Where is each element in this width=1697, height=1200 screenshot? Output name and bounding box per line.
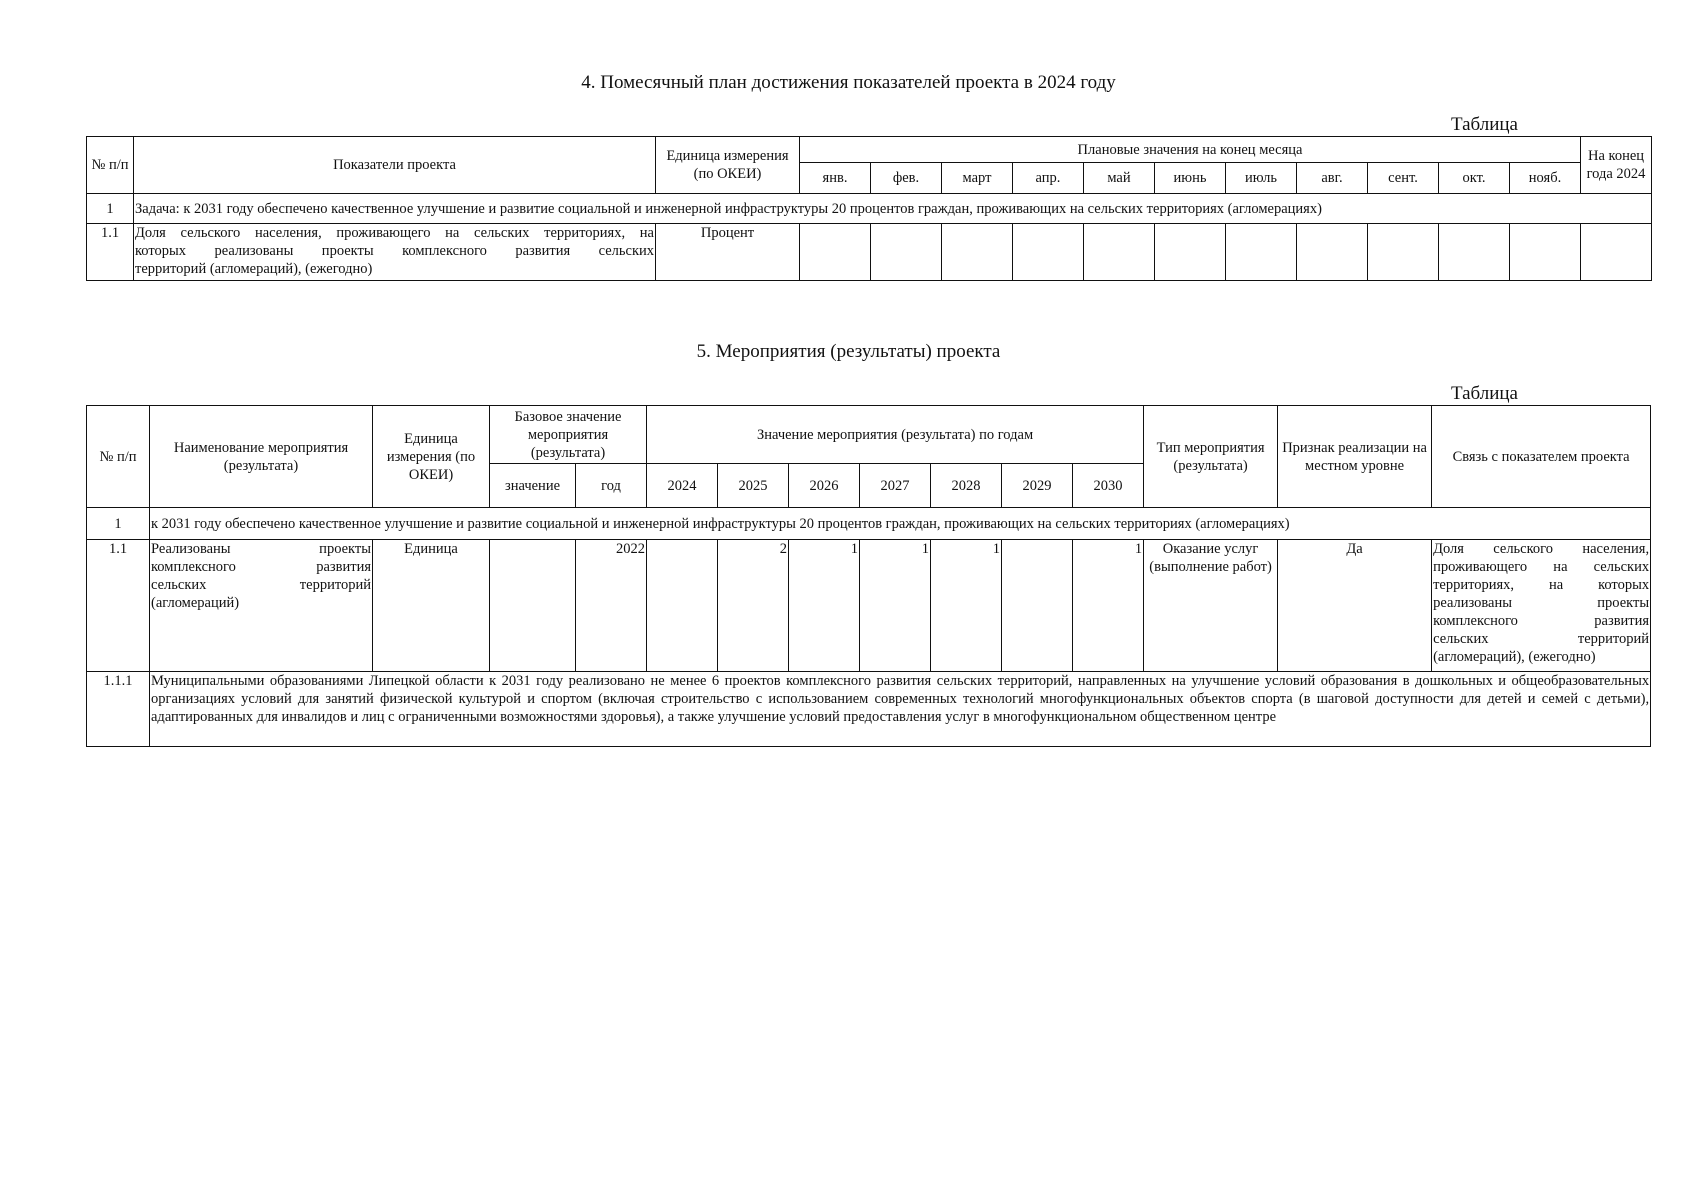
table-row (87, 540, 1651, 672)
indicator-link-line: проживающего на сельских (1433, 559, 1650, 575)
header-year: 2025 (718, 464, 789, 508)
section5-title: 5. Мероприятия (результаты) проекта (696, 341, 1001, 362)
value-cell (1297, 224, 1368, 281)
value-cell (942, 224, 1013, 281)
indicator-line: которых реализованы проекты комплексного развития сельских (135, 243, 654, 259)
base-value-cell (490, 540, 576, 672)
value-cell (1510, 224, 1581, 281)
indicator-link-line: территориях, на которых (1433, 577, 1650, 593)
header-year: 2026 (789, 464, 860, 508)
value-cell (1155, 224, 1226, 281)
header-month: сент. (1368, 163, 1439, 194)
header-base-value-value: значение (490, 464, 576, 508)
header-indicator-link: Связь с показателем проекта (1432, 406, 1651, 508)
section5-table-label: Таблица (1450, 383, 1518, 404)
table-row (87, 224, 1652, 281)
base-year-cell: 2022 (576, 540, 647, 672)
header-local-level: Признак реализации на местном уровне (1278, 406, 1432, 508)
indicator-link-line: Доля сельского населения, (1433, 541, 1650, 557)
value-cell (800, 224, 871, 281)
value-cell (1439, 224, 1510, 281)
measure-type-cell: Оказание услуг (выполнение работ) (1144, 540, 1278, 672)
year-value-cell: 2 (718, 540, 789, 672)
value-cell (1581, 224, 1652, 281)
indicator-link-line: комплексного развития (1433, 613, 1650, 629)
value-cell (1226, 224, 1297, 281)
header-month: авг. (1297, 163, 1368, 194)
project-measures-table (86, 405, 1651, 747)
header-year: 2027 (860, 464, 931, 508)
header-num: № п/п (87, 406, 150, 508)
measure-name-line: сельских территорий (151, 577, 371, 593)
year-value-cell: 1 (931, 540, 1002, 672)
header-month: янв. (800, 163, 871, 194)
indicator-link-cell (1432, 540, 1651, 672)
value-cell (1013, 224, 1084, 281)
header-month: фев. (871, 163, 942, 194)
task-num: 1 (87, 194, 134, 224)
value-cell (1084, 224, 1155, 281)
header-month: июнь (1155, 163, 1226, 194)
indicator-link-line: реализованы проекты (1433, 595, 1650, 611)
indicator-link-line: (агломераций), (ежегодно) (1433, 649, 1596, 665)
unit-cell: Процент (656, 224, 800, 281)
indicator-cell (134, 224, 656, 281)
header-measure-name: Наименование мероприятия (результата) (150, 406, 373, 508)
local-level-cell: Да (1278, 540, 1432, 672)
header-year: 2024 (647, 464, 718, 508)
row-num: 1.1 (87, 224, 134, 281)
header-month: апр. (1013, 163, 1084, 194)
sub-row-text: Муниципальными образованиями Липецкой области к 2031 году реализовано не менее 6 проектов комплексного развития сельских территорий, направленных на улучшение условий образования в дошкольных и общеобразовательных организациях условий для занятий физической культурой и спортом (включая строительство с использованием современных технологий многофункциональных объектов спорта (в шаговой доступности для детей и семей с детьми), адаптированных для инвалидов и лиц с ограниченными возможностями здоровья), а также улучшение условий предоставления услуг в многофункциональном общественном центре (150, 672, 1651, 747)
year-value-cell: 1 (860, 540, 931, 672)
header-unit: Единица измерения (по ОКЕИ) (373, 406, 490, 508)
year-value-cell (647, 540, 718, 672)
header-month: июль (1226, 163, 1297, 194)
year-value-cell: 1 (789, 540, 860, 672)
header-values-by-years: Значение мероприятия (результата) по годам (647, 406, 1144, 464)
indicator-line: Доля сельского населения, проживающего на сельских территориях, на (135, 225, 654, 241)
section4-table-label: Таблица (1450, 114, 1518, 135)
year-value-cell: 1 (1073, 540, 1144, 672)
header-base-value: Базовое значение мероприятия (результата) (490, 406, 647, 464)
indicator-line: территорий (агломераций), (ежегодно) (135, 261, 373, 277)
header-base-value-year: год (576, 464, 647, 508)
measure-name-line: (агломераций) (151, 595, 240, 611)
header-year: 2028 (931, 464, 1002, 508)
section4-title: 4. Помесячный план достижения показателей проекта в 2024 году (581, 72, 1116, 93)
sub-row-num: 1.1.1 (87, 672, 150, 747)
header-end-of-year: На конец года 2024 (1581, 137, 1652, 194)
task-num: 1 (87, 508, 150, 540)
value-cell (1368, 224, 1439, 281)
header-indicators: Показатели проекта (134, 137, 656, 194)
task-text: Задача: к 2031 году обеспечено качественное улучшение и развитие социальной и инженерной инфраструктуры 20 процентов граждан, проживающих на сельских территориях (агломерациях) (134, 194, 1652, 224)
header-month: окт. (1439, 163, 1510, 194)
measure-name-cell (150, 540, 373, 672)
header-month: нояб. (1510, 163, 1581, 194)
header-year: 2030 (1073, 464, 1144, 508)
task-text: к 2031 году обеспечено качественное улучшение и развитие социальной и инженерной инфраструктуры 20 процентов граждан, проживающих на сельских территориях (агломерациях) (150, 508, 1651, 540)
header-unit: Единица измерения (по ОКЕИ) (656, 137, 800, 194)
measure-name-line: комплексного развития (151, 559, 371, 575)
monthly-plan-table (86, 136, 1652, 281)
header-num: № п/п (87, 137, 134, 194)
header-month: март (942, 163, 1013, 194)
year-value-cell (1002, 540, 1073, 672)
indicator-link-line: сельских территорий (1433, 631, 1650, 647)
header-planned-values: Плановые значения на конец месяца (800, 137, 1581, 163)
value-cell (871, 224, 942, 281)
table-row (87, 672, 1651, 747)
measure-name-line: Реализованы проекты (151, 541, 371, 557)
header-month: май (1084, 163, 1155, 194)
header-year: 2029 (1002, 464, 1073, 508)
unit-cell: Единица (373, 540, 490, 672)
row-num: 1.1 (87, 540, 150, 672)
header-measure-type: Тип мероприятия (результата) (1144, 406, 1278, 508)
